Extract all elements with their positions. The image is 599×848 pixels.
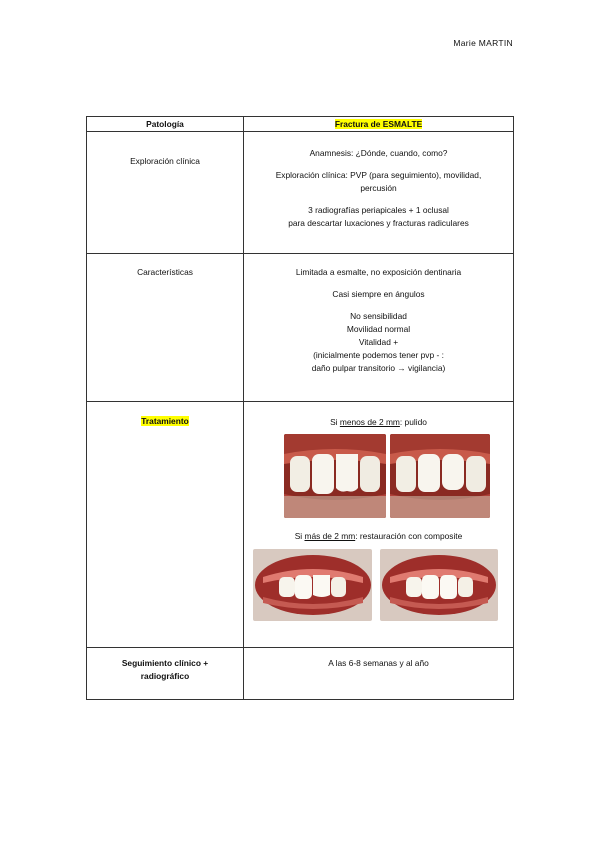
label-tratamiento-text: Tratamiento: [141, 416, 189, 426]
row-caracteristicas: [87, 254, 514, 402]
header-patologia-text: Patología: [146, 119, 184, 129]
anamnesis-text: Anamnesis: ¿Dónde, cuando, como?: [309, 148, 448, 158]
label-exploracion-text: Exploración clínica: [130, 156, 200, 166]
label-seguimiento-text-2: radiográfico: [140, 671, 190, 681]
caracteristica-line-2: Casi siempre en ángulos: [332, 289, 425, 299]
dental-photo-chipped: [284, 434, 386, 518]
polish-photos: [244, 434, 513, 530]
content-seguimiento: [244, 648, 514, 700]
radiografia-text-2: para descartar luxaciones y fracturas radiculares: [288, 218, 469, 228]
opt1-prefix: Si: [330, 417, 340, 427]
opt2-prefix: Si: [294, 531, 305, 541]
header-fractura: [244, 117, 514, 132]
label-exploracion: [87, 132, 244, 254]
caracteristica-line-5: Vitalidad +: [358, 337, 399, 347]
header-patologia: [87, 117, 244, 132]
treatment-option-2: [244, 530, 513, 543]
content-caracteristicas: [244, 254, 514, 402]
pathology-table: [86, 116, 514, 700]
radiografia-text-1: 3 radiografías periapicales + 1 oclusal: [308, 205, 449, 215]
opt1-suffix: : pulido: [399, 417, 427, 427]
label-seguimiento: [87, 648, 244, 700]
composite-photos: [244, 549, 513, 629]
caracteristica-line-3: No sensibilidad: [350, 311, 407, 321]
label-caracteristicas: [87, 254, 244, 402]
treatment-option-1: [244, 416, 513, 429]
seguimiento-value: A las 6-8 semanas y al año: [328, 658, 429, 668]
author-name: Marie MARTIN: [453, 38, 513, 48]
opt1-underlined: menos de 2 mm: [339, 417, 400, 427]
table-header-row: [87, 117, 514, 132]
row-exploracion: [87, 132, 514, 254]
row-seguimiento: [87, 648, 514, 700]
opt2-suffix: : restauración con composite: [355, 531, 463, 541]
label-seguimiento-text-1: Seguimiento clínico +: [121, 658, 209, 668]
caracteristica-line-6: (inicialmente podemos tener pvp - :: [313, 350, 444, 360]
clinica-text-1: Exploración clínica: PVP (para seguimiento), movilidad,: [275, 170, 482, 180]
opt2-underlined: más de 2 mm: [304, 531, 356, 541]
row-tratamiento: [87, 402, 514, 648]
clinica-text-2: percusión: [360, 183, 397, 193]
caracteristica-line-4: Movilidad normal: [346, 324, 411, 334]
caracteristica-line-1: Limitada a esmalte, no exposición dentinaria: [295, 267, 462, 277]
label-tratamiento: [87, 402, 244, 648]
header-fractura-text: Fractura de ESMALTE: [334, 119, 423, 129]
label-caracteristicas-text: Características: [137, 267, 193, 277]
dental-photo-before-composite: [253, 549, 372, 621]
caracteristica-line-7: daño pulpar transitorio → vigilancia): [311, 363, 446, 373]
dental-photo-polished: [390, 434, 490, 518]
content-exploracion: [244, 132, 514, 254]
content-tratamiento: [244, 402, 514, 648]
dental-photo-after-composite: [380, 549, 498, 621]
